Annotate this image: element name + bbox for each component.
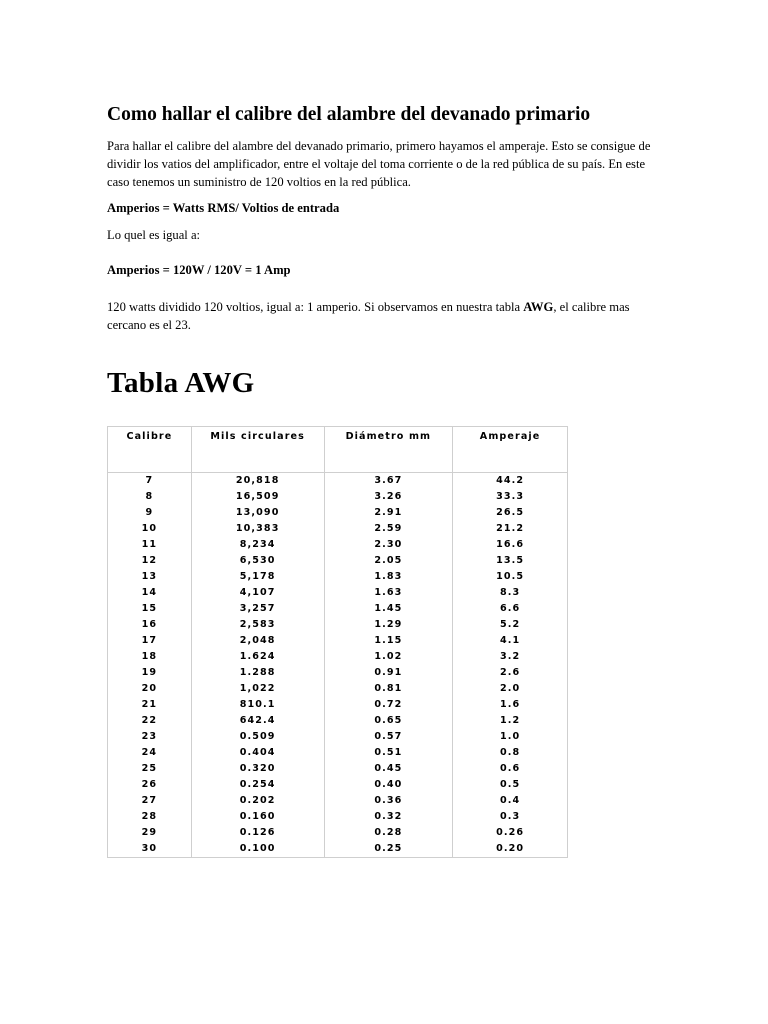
cell-mils: 0.254 [191, 777, 324, 793]
cell-amperaje: 8.3 [453, 585, 568, 601]
cell-calibre: 28 [108, 809, 192, 825]
table-row [108, 681, 568, 697]
cell-amperaje: 44.2 [453, 473, 568, 490]
cell-calibre: 24 [108, 745, 192, 761]
cell-calibre: 18 [108, 649, 192, 665]
amperage-formula: Amperios = Watts RMS/ Voltios de entrada [107, 201, 340, 215]
cell-diametro: 0.81 [324, 681, 453, 697]
table-row [108, 649, 568, 665]
cell-amperaje: 0.20 [453, 841, 568, 858]
cell-diametro: 0.51 [324, 745, 453, 761]
cell-calibre: 8 [108, 489, 192, 505]
cell-diametro: 0.72 [324, 697, 453, 713]
cell-amperaje: 0.6 [453, 761, 568, 777]
cell-mils: 810.1 [191, 697, 324, 713]
table-row [108, 505, 568, 521]
cell-amperaje: 2.6 [453, 665, 568, 681]
table-row [108, 553, 568, 569]
cell-amperaje: 2.0 [453, 681, 568, 697]
cell-mils: 1.288 [191, 665, 324, 681]
intro-paragraph: Para hallar el calibre del alambre del devanado primario, primero hayamos el amperaje. Esto se consigue de dividir los vatios del amplificador, entre el voltaje del toma corriente o de la red pública de su país. En este caso tenemos un suministro de 120 voltios en la red pública. [107, 139, 651, 189]
cell-mils: 0.320 [191, 761, 324, 777]
cell-diametro: 0.32 [324, 809, 453, 825]
cell-mils: 642.4 [191, 713, 324, 729]
cell-mils: 16,509 [191, 489, 324, 505]
table-row [108, 809, 568, 825]
cell-amperaje: 0.8 [453, 745, 568, 761]
cell-amperaje: 3.2 [453, 649, 568, 665]
cell-calibre: 29 [108, 825, 192, 841]
cell-diametro: 1.83 [324, 569, 453, 585]
cell-amperaje: 33.3 [453, 489, 568, 505]
cell-mils: 5,178 [191, 569, 324, 585]
cell-amperaje: 0.3 [453, 809, 568, 825]
header-diametro: Diámetro mm [324, 427, 453, 473]
cell-amperaje: 1.2 [453, 713, 568, 729]
cell-mils: 0.126 [191, 825, 324, 841]
cell-amperaje: 0.26 [453, 825, 568, 841]
cell-calibre: 16 [108, 617, 192, 633]
conclusion-text-end: , el calibre mas cercano es el 23. [107, 300, 630, 332]
cell-calibre: 23 [108, 729, 192, 745]
cell-amperaje: 4.1 [453, 633, 568, 649]
table-row [108, 729, 568, 745]
cell-diametro: 1.29 [324, 617, 453, 633]
cell-amperaje: 16.6 [453, 537, 568, 553]
table-row [108, 569, 568, 585]
cell-diametro: 0.25 [324, 841, 453, 858]
cell-calibre: 21 [108, 697, 192, 713]
table-row [108, 697, 568, 713]
table-row [108, 633, 568, 649]
awg-table [107, 426, 568, 858]
cell-mils: 1.624 [191, 649, 324, 665]
cell-mils: 0.509 [191, 729, 324, 745]
table-row [108, 585, 568, 601]
amperage-calculation: Amperios = 120W / 120V = 1 Amp [107, 263, 291, 277]
table-title: Tabla AWG [107, 367, 255, 399]
cell-mils: 10,383 [191, 521, 324, 537]
cell-diametro: 0.57 [324, 729, 453, 745]
cell-diametro: 1.45 [324, 601, 453, 617]
header-amperaje: Amperaje [453, 427, 568, 473]
header-mils: Mils circulares [191, 427, 324, 473]
table-row [108, 665, 568, 681]
table-row [108, 761, 568, 777]
cell-diametro: 1.15 [324, 633, 453, 649]
cell-mils: 2,048 [191, 633, 324, 649]
table-header-row [108, 427, 568, 473]
table-row [108, 745, 568, 761]
cell-diametro: 3.26 [324, 489, 453, 505]
cell-amperaje: 0.5 [453, 777, 568, 793]
cell-amperaje: 6.6 [453, 601, 568, 617]
cell-calibre: 19 [108, 665, 192, 681]
cell-calibre: 25 [108, 761, 192, 777]
cell-diametro: 2.05 [324, 553, 453, 569]
table-row [108, 713, 568, 729]
cell-mils: 1,022 [191, 681, 324, 697]
cell-calibre: 12 [108, 553, 192, 569]
cell-diametro: 1.63 [324, 585, 453, 601]
equivalence-text: Lo quel es igual a: [107, 228, 201, 242]
cell-mils: 0.160 [191, 809, 324, 825]
table-row [108, 617, 568, 633]
cell-mils: 0.202 [191, 793, 324, 809]
cell-amperaje: 1.0 [453, 729, 568, 745]
cell-diametro: 0.28 [324, 825, 453, 841]
cell-amperaje: 10.5 [453, 569, 568, 585]
awg-emphasis: AWG [523, 300, 554, 314]
cell-diametro: 0.91 [324, 665, 453, 681]
cell-calibre: 17 [108, 633, 192, 649]
cell-mils: 20,818 [191, 473, 324, 490]
cell-amperaje: 0.4 [453, 793, 568, 809]
cell-diametro: 0.45 [324, 761, 453, 777]
table-row [108, 521, 568, 537]
cell-calibre: 27 [108, 793, 192, 809]
cell-diametro: 1.02 [324, 649, 453, 665]
table-body [108, 473, 568, 858]
table-row [108, 825, 568, 841]
cell-amperaje: 13.5 [453, 553, 568, 569]
cell-diametro: 0.65 [324, 713, 453, 729]
table-row [108, 793, 568, 809]
cell-calibre: 11 [108, 537, 192, 553]
table-row [108, 777, 568, 793]
cell-calibre: 22 [108, 713, 192, 729]
table-row [108, 601, 568, 617]
cell-diametro: 2.30 [324, 537, 453, 553]
cell-mils: 2,583 [191, 617, 324, 633]
header-calibre: Calibre [108, 427, 192, 473]
cell-mils: 4,107 [191, 585, 324, 601]
cell-mils: 0.100 [191, 841, 324, 858]
conclusion-text-start: 120 watts dividido 120 voltios, igual a: 1 amperio. Si observamos en nuestra tabla [107, 300, 524, 314]
conclusion-paragraph [107, 298, 667, 334]
cell-mils: 3,257 [191, 601, 324, 617]
cell-amperaje: 21.2 [453, 521, 568, 537]
cell-calibre: 15 [108, 601, 192, 617]
cell-calibre: 14 [108, 585, 192, 601]
cell-amperaje: 5.2 [453, 617, 568, 633]
cell-diametro: 3.67 [324, 473, 453, 490]
cell-diametro: 2.91 [324, 505, 453, 521]
cell-amperaje: 1.6 [453, 697, 568, 713]
cell-calibre: 9 [108, 505, 192, 521]
cell-calibre: 26 [108, 777, 192, 793]
cell-diametro: 2.59 [324, 521, 453, 537]
table-row [108, 473, 568, 490]
cell-mils: 8,234 [191, 537, 324, 553]
cell-mils: 13,090 [191, 505, 324, 521]
table-row [108, 537, 568, 553]
cell-calibre: 30 [108, 841, 192, 858]
cell-calibre: 13 [108, 569, 192, 585]
table-row [108, 841, 568, 858]
cell-calibre: 10 [108, 521, 192, 537]
cell-diametro: 0.36 [324, 793, 453, 809]
table-row [108, 489, 568, 505]
section-title: Como hallar el calibre del alambre del devanado primario [107, 104, 591, 125]
cell-mils: 6,530 [191, 553, 324, 569]
cell-calibre: 20 [108, 681, 192, 697]
cell-calibre: 7 [108, 473, 192, 490]
cell-amperaje: 26.5 [453, 505, 568, 521]
cell-diametro: 0.40 [324, 777, 453, 793]
cell-mils: 0.404 [191, 745, 324, 761]
